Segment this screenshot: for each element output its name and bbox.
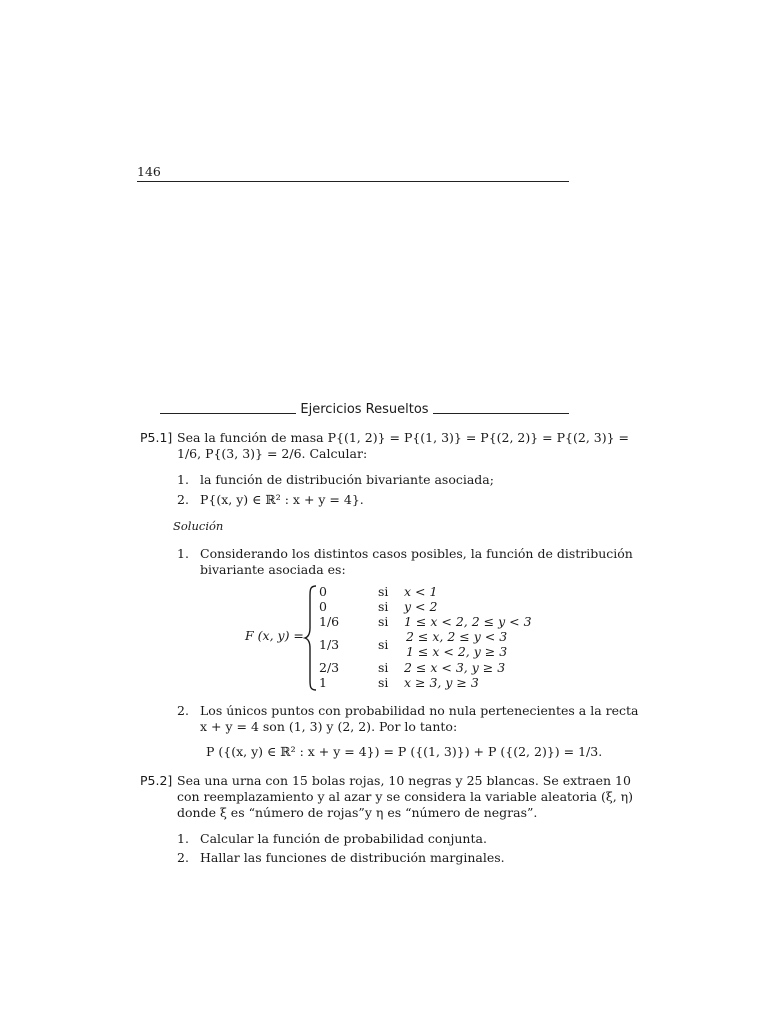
solution-2-number: 2. — [177, 703, 189, 718]
p52-task-2-text: Hallar las funciones de distribución marginales. — [200, 850, 505, 865]
case-3-value: 1/6 — [319, 614, 340, 629]
case-2-condition: y < 2 — [404, 599, 438, 614]
p51-task-1-text: la función de distribución bivariante asociada; — [200, 472, 494, 487]
case-6-si: si — [378, 675, 389, 690]
solution-1-line1: Considerando los distintos casos posibles, la función de distribución — [200, 546, 633, 561]
case-2-si: si — [378, 599, 389, 614]
case-4-condition-b: 1 ≤ x < 2, y ≥ 3 — [406, 644, 508, 659]
solution-label: Solución — [173, 519, 224, 533]
heading-rule-right — [433, 413, 569, 414]
case-5-value: 2/3 — [319, 660, 340, 675]
p51-statement-line2: 1/6, P{(3, 3)} = 2/6. Calcular: — [177, 446, 368, 461]
case-6-value: 1 — [319, 675, 327, 690]
solution-2-line1: Los únicos puntos con probabilidad no nula pertenecientes a la recta — [200, 703, 639, 718]
p52-task-1-number: 1. — [177, 831, 189, 846]
p52-task-2-number: 2. — [177, 850, 189, 865]
problem-label-p51: P5.1] — [140, 430, 173, 445]
p52-line3: donde ξ es “número de rojas”y η es “número de negras”. — [177, 805, 538, 820]
left-brace-icon — [303, 584, 319, 692]
solution-1-line2: bivariante asociada es: — [200, 562, 346, 577]
case-1-value: 0 — [319, 584, 327, 599]
header-rule — [137, 181, 569, 182]
case-3-si: si — [378, 614, 389, 629]
case-1-condition: x < 1 — [404, 584, 438, 599]
problem-label-p52: P5.2] — [140, 773, 173, 788]
case-1-si: si — [378, 584, 389, 599]
solution-2-equation: P ({(x, y) ∈ ℝ² : x + y = 4}) = P ({(1, 3)}) + P ({(2, 2)}) = 1/3. — [206, 744, 603, 759]
case-5-condition: 2 ≤ x < 3, y ≥ 3 — [404, 660, 506, 675]
heading-rule-left — [160, 413, 296, 414]
solution-2-line2: x + y = 4 son (1, 3) y (2, 2). Por lo tanto: — [200, 719, 458, 734]
p51-task-2-number: 2. — [177, 492, 189, 507]
section-heading — [160, 402, 569, 417]
page-number: 146 — [137, 164, 161, 179]
p51-task-1-number: 1. — [177, 472, 189, 487]
case-5-si: si — [378, 660, 389, 675]
solution-1-number: 1. — [177, 546, 189, 561]
case-4-condition-a: 2 ≤ x, 2 ≤ y < 3 — [406, 629, 508, 644]
p52-task-1-text: Calcular la función de probabilidad conjunta. — [200, 831, 487, 846]
p51-statement-line1: Sea la función de masa P{(1, 2)} = P{(1, 3)} = P{(2, 2)} = P{(2, 3)} = — [177, 430, 630, 445]
case-3-condition: 1 ≤ x < 2, 2 ≤ y < 3 — [404, 614, 532, 629]
p51-task-2-text: P{(x, y) ∈ ℝ² : x + y = 4}. — [200, 492, 364, 507]
section-title: Ejercicios Resueltos — [300, 402, 429, 417]
case-6-condition: x ≥ 3, y ≥ 3 — [404, 675, 479, 690]
case-4-si: si — [378, 637, 389, 652]
p52-line2: con reemplazamiento y al azar y se considera la variable aleatoria (ξ, η) — [177, 789, 634, 804]
case-4-value: 1/3 — [319, 637, 340, 652]
p52-line1: Sea una urna con 15 bolas rojas, 10 negras y 25 blancas. Se extraen 10 — [177, 773, 631, 788]
case-2-value: 0 — [319, 599, 327, 614]
distribution-function-label: F (x, y) = — [245, 628, 304, 643]
